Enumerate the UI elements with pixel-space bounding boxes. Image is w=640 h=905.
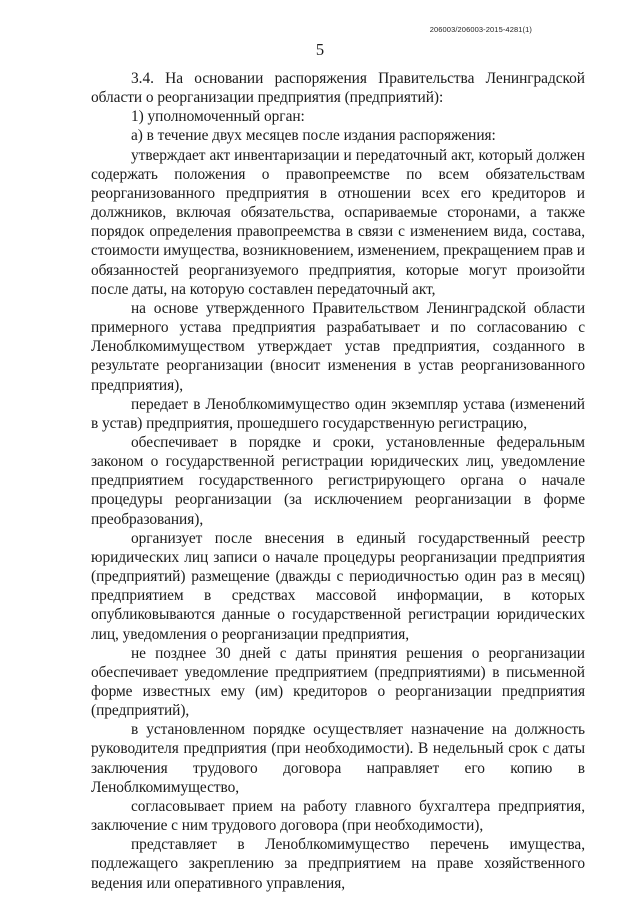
page-number: 5 [315, 40, 325, 59]
paragraph-media-publication: организует после внесения в единый государственный реестр юридических лиц записи о начале процедуры реорганизации предприятия (предприятий) размещение (дважды с периодичностью один раз в месяц) предприятием в средствах массовой информации, в которых опубликовываются данные о государственной регистрации юридических лиц, уведомления о реорганизации предприятия, [91, 529, 585, 643]
paragraph-director-appointment: в установленном порядке осуществляет назначение на должность руководителя предприятия (при необходимости). В недельный срок с даты заключения трудового договора направляет его копию в Леноблкомимущество, [91, 721, 585, 796]
paragraph-charter: на основе утвержденного Правительством Ленинградской области примерного устава предприятия разрабатывает и по согласованию с Леноблкомимуществом утверждает устав предприятия, созданного в результате реорганизации (вносит изменения в устав реорганизованного предприятия), [91, 299, 585, 394]
document-body [91, 69, 585, 893]
paragraph-chief-accountant: согласовывает прием на работу главного бухгалтера предприятия, заключение с ним трудового договора (при необходимости), [91, 797, 585, 835]
paragraph-creditor-notice: не позднее 30 дней с даты принятия решения о реорганизации обеспечивает уведомление предприятием (предприятиями) в письменной форме известных ему (им) кредиторов о реорганизации предприятия (предприятий), [91, 644, 585, 720]
paragraph-registration-notice: обеспечивает в порядке и сроки, установленные федеральным законом о государственной регистрации юридических лиц, уведомление предприятием государственного регистрирующего органа о начале процедуры реорганизации (за исключением реорганизации в форме преобразования), [91, 433, 585, 528]
document-id: 206003/206003-2015-4281(1) [429, 25, 532, 34]
paragraph-approves-act: утверждает акт инвентаризации и передаточный акт, который должен содержать положения о правопреемстве по всем обязательствам реорганизованного предприятия в отношении всех его кредиторов и должников, включая обязательства, оспариваемые сторонами, а также порядок определения правопреемства в связи с изменением вида, состава, стоимости имущества, возникновением, изменением, прекращением прав и обязанностей реорганизуемого предприятия, которые могут произойти после даты, на которую составлен передаточный акт, [91, 146, 585, 298]
paragraph-authorized-body: 1) уполномоченный орган: [131, 108, 305, 126]
paragraph-property-list: представляет в Леноблкомимущество перечень имущества, подлежащего закреплению за предприятием на праве хозяйственного ведения или оперативного управления, [91, 836, 585, 892]
paragraph-transfer-charter: передает в Леноблкомимущество один экземпляр устава (изменений в устав) предприятия, прошедшего государственную регистрацию, [91, 395, 585, 432]
paragraph-two-months: а) в течение двух месяцев после издания распоряжения: [131, 127, 496, 145]
paragraph-3-4: 3.4. На основании распоряжения Правительства Ленинградской области о реорганизации предприятия (предприятий): [91, 70, 585, 107]
